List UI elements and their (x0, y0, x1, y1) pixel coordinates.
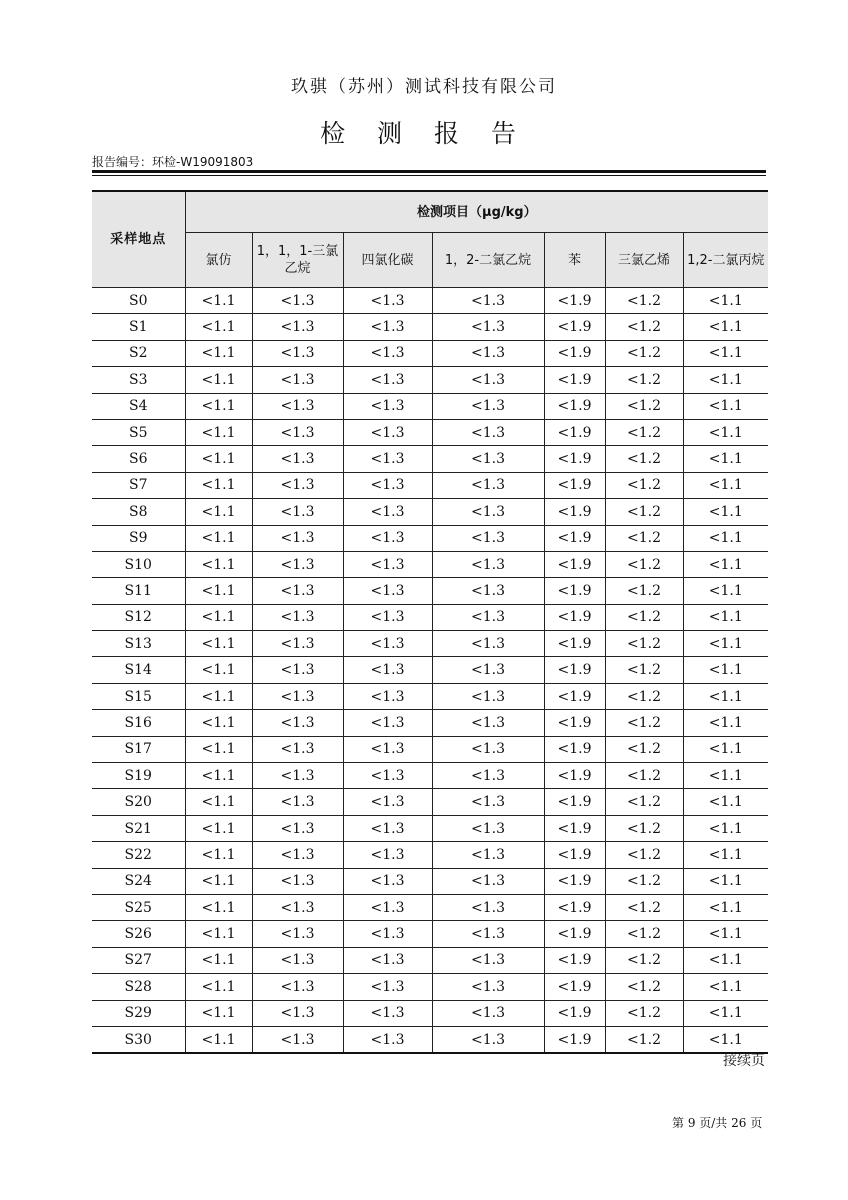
value-cell: <1.3 (343, 947, 432, 973)
value-cell: <1.9 (544, 1026, 605, 1053)
value-cell: <1.2 (605, 842, 683, 868)
value-cell: <1.1 (185, 1000, 252, 1026)
value-cell: <1.1 (683, 525, 768, 551)
site-cell: S28 (92, 974, 185, 1000)
table-row (92, 393, 768, 419)
column-header-benzene: 苯 (544, 233, 605, 288)
value-cell: <1.1 (185, 499, 252, 525)
site-cell: S0 (92, 288, 185, 314)
value-cell: <1.3 (252, 367, 343, 393)
value-cell: <1.2 (605, 551, 683, 577)
value-cell: <1.9 (544, 499, 605, 525)
value-cell: <1.1 (683, 842, 768, 868)
value-cell: <1.3 (432, 393, 544, 419)
site-cell: S21 (92, 815, 185, 841)
table-row (92, 525, 768, 551)
value-cell: <1.3 (432, 472, 544, 498)
value-cell: <1.1 (683, 789, 768, 815)
value-cell: <1.2 (605, 393, 683, 419)
value-cell: <1.3 (252, 525, 343, 551)
column-header-dichloroethane: 1，2-二氯乙烷 (432, 233, 544, 288)
value-cell: <1.3 (343, 763, 432, 789)
value-cell: <1.9 (544, 340, 605, 366)
value-cell: <1.3 (432, 921, 544, 947)
value-cell: <1.3 (432, 551, 544, 577)
table-row (92, 921, 768, 947)
value-cell: <1.3 (432, 314, 544, 340)
value-cell: <1.2 (605, 446, 683, 472)
value-cell: <1.3 (343, 499, 432, 525)
value-cell: <1.3 (432, 789, 544, 815)
value-cell: <1.1 (185, 842, 252, 868)
value-cell: <1.2 (605, 894, 683, 920)
value-cell: <1.1 (185, 578, 252, 604)
value-cell: <1.3 (343, 419, 432, 445)
site-cell: S30 (92, 1026, 185, 1053)
site-cell: S7 (92, 472, 185, 498)
value-cell: <1.2 (605, 340, 683, 366)
value-cell: <1.3 (343, 1026, 432, 1053)
value-cell: <1.9 (544, 868, 605, 894)
value-cell: <1.1 (683, 815, 768, 841)
value-cell: <1.9 (544, 763, 605, 789)
value-cell: <1.3 (343, 710, 432, 736)
value-cell: <1.1 (185, 683, 252, 709)
value-cell: <1.3 (252, 578, 343, 604)
site-cell: S16 (92, 710, 185, 736)
value-cell: <1.3 (252, 815, 343, 841)
value-cell: <1.3 (432, 340, 544, 366)
value-cell: <1.3 (252, 947, 343, 973)
value-cell: <1.3 (343, 578, 432, 604)
value-cell: <1.2 (605, 288, 683, 314)
site-cell: S13 (92, 631, 185, 657)
site-cell: S27 (92, 947, 185, 973)
value-cell: <1.1 (185, 868, 252, 894)
value-cell: <1.3 (343, 288, 432, 314)
value-cell: <1.3 (252, 842, 343, 868)
value-cell: <1.1 (185, 974, 252, 1000)
table-row (92, 736, 768, 762)
table-row (92, 683, 768, 709)
table-row (92, 947, 768, 973)
value-cell: <1.1 (683, 367, 768, 393)
value-cell: <1.2 (605, 947, 683, 973)
value-cell: <1.1 (185, 419, 252, 445)
continued-note: 接续页 (723, 1053, 765, 1069)
table-row (92, 710, 768, 736)
value-cell: <1.1 (185, 815, 252, 841)
value-cell: <1.3 (252, 314, 343, 340)
value-cell: <1.3 (432, 446, 544, 472)
value-cell: <1.3 (343, 1000, 432, 1026)
value-cell: <1.2 (605, 419, 683, 445)
value-cell: <1.3 (252, 472, 343, 498)
value-cell: <1.2 (605, 657, 683, 683)
sampling-site-header: 采样地点 (92, 191, 185, 288)
value-cell: <1.3 (252, 604, 343, 630)
table-row (92, 1026, 768, 1053)
value-cell: <1.1 (683, 657, 768, 683)
value-cell: <1.3 (252, 894, 343, 920)
site-cell: S29 (92, 1000, 185, 1026)
value-cell: <1.1 (683, 446, 768, 472)
site-cell: S12 (92, 604, 185, 630)
value-cell: <1.9 (544, 921, 605, 947)
table-row (92, 868, 768, 894)
report-title: 检 测 报 告 (320, 119, 528, 148)
value-cell: <1.1 (683, 974, 768, 1000)
value-cell: <1.1 (185, 657, 252, 683)
site-cell: S11 (92, 578, 185, 604)
value-cell: <1.3 (252, 736, 343, 762)
table-row (92, 789, 768, 815)
table-row (92, 499, 768, 525)
value-cell: <1.9 (544, 578, 605, 604)
value-cell: <1.9 (544, 367, 605, 393)
value-cell: <1.3 (343, 314, 432, 340)
value-cell: <1.9 (544, 314, 605, 340)
value-cell: <1.3 (432, 419, 544, 445)
value-cell: <1.1 (185, 921, 252, 947)
value-cell: <1.3 (343, 657, 432, 683)
test-items-header: 检测项目（μg/kg） (185, 191, 768, 233)
value-cell: <1.3 (432, 499, 544, 525)
site-cell: S25 (92, 894, 185, 920)
table-header (92, 191, 768, 288)
value-cell: <1.3 (252, 868, 343, 894)
value-cell: <1.1 (185, 525, 252, 551)
value-cell: <1.2 (605, 472, 683, 498)
value-cell: <1.9 (544, 419, 605, 445)
value-cell: <1.1 (185, 393, 252, 419)
value-cell: <1.3 (432, 974, 544, 1000)
value-cell: <1.1 (185, 947, 252, 973)
value-cell: <1.3 (343, 367, 432, 393)
value-cell: <1.1 (185, 288, 252, 314)
company-name: 玖骐（苏州）测试科技有限公司 (291, 77, 557, 97)
value-cell: <1.3 (252, 499, 343, 525)
value-cell: <1.1 (185, 340, 252, 366)
value-cell: <1.3 (343, 446, 432, 472)
site-cell: S6 (92, 446, 185, 472)
column-header-trichloroethane: 1，1，1-三氯乙烷 (252, 233, 343, 288)
site-cell: S20 (92, 789, 185, 815)
value-cell: <1.1 (683, 1000, 768, 1026)
value-cell: <1.1 (683, 710, 768, 736)
value-cell: <1.1 (185, 789, 252, 815)
value-cell: <1.3 (343, 789, 432, 815)
table-row (92, 288, 768, 314)
value-cell: <1.2 (605, 683, 683, 709)
value-cell: <1.3 (252, 340, 343, 366)
value-cell: <1.1 (683, 921, 768, 947)
value-cell: <1.1 (683, 288, 768, 314)
value-cell: <1.1 (185, 763, 252, 789)
value-cell: <1.1 (185, 1026, 252, 1053)
value-cell: <1.1 (185, 551, 252, 577)
site-cell: S5 (92, 419, 185, 445)
site-cell: S2 (92, 340, 185, 366)
value-cell: <1.1 (683, 340, 768, 366)
value-cell: <1.3 (432, 631, 544, 657)
value-cell: <1.2 (605, 815, 683, 841)
value-cell: <1.3 (252, 710, 343, 736)
site-cell: S19 (92, 763, 185, 789)
value-cell: <1.3 (343, 683, 432, 709)
value-cell: <1.1 (683, 947, 768, 973)
value-cell: <1.9 (544, 710, 605, 736)
table-row (92, 763, 768, 789)
table-row (92, 314, 768, 340)
value-cell: <1.3 (343, 393, 432, 419)
value-cell: <1.3 (343, 472, 432, 498)
value-cell: <1.3 (252, 789, 343, 815)
site-cell: S4 (92, 393, 185, 419)
value-cell: <1.1 (185, 736, 252, 762)
value-cell: <1.3 (343, 815, 432, 841)
value-cell: <1.1 (683, 419, 768, 445)
table-row (92, 1000, 768, 1026)
table-row (92, 340, 768, 366)
value-cell: <1.3 (252, 683, 343, 709)
table-row (92, 631, 768, 657)
value-cell: <1.3 (432, 1026, 544, 1053)
value-cell: <1.3 (343, 868, 432, 894)
site-cell: S26 (92, 921, 185, 947)
value-cell: <1.3 (432, 288, 544, 314)
value-cell: <1.3 (343, 921, 432, 947)
value-cell: <1.3 (432, 736, 544, 762)
report-number: 报告编号：环检-W19091803 (92, 155, 254, 169)
value-cell: <1.9 (544, 736, 605, 762)
value-cell: <1.3 (432, 578, 544, 604)
value-cell: <1.9 (544, 894, 605, 920)
value-cell: <1.1 (185, 710, 252, 736)
value-cell: <1.3 (343, 974, 432, 1000)
value-cell: <1.1 (683, 1026, 768, 1053)
value-cell: <1.3 (432, 894, 544, 920)
table-row (92, 419, 768, 445)
table-row (92, 894, 768, 920)
value-cell: <1.3 (432, 710, 544, 736)
value-cell: <1.9 (544, 393, 605, 419)
value-cell: <1.1 (683, 683, 768, 709)
value-cell: <1.1 (683, 631, 768, 657)
value-cell: <1.2 (605, 921, 683, 947)
value-cell: <1.9 (544, 631, 605, 657)
column-header-chloroform: 氯仿 (185, 233, 252, 288)
value-cell: <1.2 (605, 499, 683, 525)
column-header-carbon-tetrachloride: 四氯化碳 (343, 233, 432, 288)
value-cell: <1.3 (252, 974, 343, 1000)
table-row (92, 842, 768, 868)
value-cell: <1.2 (605, 763, 683, 789)
column-header-trichloroethylene: 三氯乙烯 (605, 233, 683, 288)
table-row (92, 551, 768, 577)
value-cell: <1.3 (432, 657, 544, 683)
value-cell: <1.3 (252, 551, 343, 577)
value-cell: <1.3 (252, 631, 343, 657)
value-cell: <1.2 (605, 367, 683, 393)
value-cell: <1.1 (185, 472, 252, 498)
value-cell: <1.3 (252, 1026, 343, 1053)
value-cell: <1.3 (252, 1000, 343, 1026)
value-cell: <1.3 (252, 419, 343, 445)
table-row (92, 815, 768, 841)
value-cell: <1.1 (185, 314, 252, 340)
site-cell: S3 (92, 367, 185, 393)
value-cell: <1.9 (544, 1000, 605, 1026)
value-cell: <1.3 (432, 763, 544, 789)
value-cell: <1.2 (605, 736, 683, 762)
value-cell: <1.3 (432, 1000, 544, 1026)
value-cell: <1.3 (432, 868, 544, 894)
value-cell: <1.9 (544, 446, 605, 472)
value-cell: <1.1 (185, 894, 252, 920)
value-cell: <1.1 (683, 604, 768, 630)
value-cell: <1.3 (432, 815, 544, 841)
value-cell: <1.2 (605, 631, 683, 657)
value-cell: <1.9 (544, 842, 605, 868)
header-rule-thin (92, 175, 766, 176)
value-cell: <1.9 (544, 288, 605, 314)
site-cell: S15 (92, 683, 185, 709)
value-cell: <1.2 (605, 789, 683, 815)
site-cell: S1 (92, 314, 185, 340)
value-cell: <1.9 (544, 604, 605, 630)
value-cell: <1.1 (185, 446, 252, 472)
value-cell: <1.9 (544, 657, 605, 683)
header-rule-thick (92, 170, 766, 173)
value-cell: <1.9 (544, 683, 605, 709)
value-cell: <1.9 (544, 789, 605, 815)
value-cell: <1.3 (432, 683, 544, 709)
site-cell: S8 (92, 499, 185, 525)
value-cell: <1.1 (683, 894, 768, 920)
value-cell: <1.1 (683, 393, 768, 419)
value-cell: <1.2 (605, 710, 683, 736)
value-cell: <1.2 (605, 974, 683, 1000)
site-cell: S10 (92, 551, 185, 577)
table-row (92, 657, 768, 683)
table-row (92, 974, 768, 1000)
table-row (92, 604, 768, 630)
site-cell: S14 (92, 657, 185, 683)
value-cell: <1.1 (683, 551, 768, 577)
value-cell: <1.1 (683, 578, 768, 604)
value-cell: <1.3 (252, 657, 343, 683)
page-number: 第 9 页/共 26 页 (672, 1116, 763, 1130)
value-cell: <1.3 (343, 894, 432, 920)
value-cell: <1.3 (343, 551, 432, 577)
value-cell: <1.3 (432, 525, 544, 551)
value-cell: <1.3 (432, 367, 544, 393)
value-cell: <1.1 (683, 736, 768, 762)
value-cell: <1.3 (343, 340, 432, 366)
table-row (92, 578, 768, 604)
value-cell: <1.3 (343, 525, 432, 551)
value-cell: <1.2 (605, 868, 683, 894)
table-row (92, 472, 768, 498)
value-cell: <1.1 (185, 367, 252, 393)
table-body (92, 288, 768, 1054)
value-cell: <1.3 (252, 288, 343, 314)
value-cell: <1.1 (683, 472, 768, 498)
value-cell: <1.3 (343, 842, 432, 868)
value-cell: <1.1 (683, 314, 768, 340)
value-cell: <1.3 (432, 842, 544, 868)
column-header-dichloropropane: 1,2-二氯丙烷 (683, 233, 768, 288)
value-cell: <1.9 (544, 525, 605, 551)
value-cell: <1.3 (432, 947, 544, 973)
value-cell: <1.2 (605, 578, 683, 604)
site-cell: S9 (92, 525, 185, 551)
value-cell: <1.2 (605, 1026, 683, 1053)
value-cell: <1.2 (605, 314, 683, 340)
site-cell: S17 (92, 736, 185, 762)
value-cell: <1.9 (544, 551, 605, 577)
results-table (92, 190, 768, 1054)
site-cell: S24 (92, 868, 185, 894)
site-cell: S22 (92, 842, 185, 868)
value-cell: <1.1 (683, 499, 768, 525)
value-cell: <1.3 (343, 631, 432, 657)
value-cell: <1.3 (432, 604, 544, 630)
value-cell: <1.2 (605, 604, 683, 630)
value-cell: <1.3 (252, 446, 343, 472)
value-cell: <1.2 (605, 1000, 683, 1026)
value-cell: <1.3 (343, 736, 432, 762)
value-cell: <1.3 (252, 921, 343, 947)
value-cell: <1.1 (683, 868, 768, 894)
table-row (92, 446, 768, 472)
value-cell: <1.3 (252, 393, 343, 419)
value-cell: <1.9 (544, 472, 605, 498)
value-cell: <1.3 (343, 604, 432, 630)
value-cell: <1.9 (544, 974, 605, 1000)
value-cell: <1.9 (544, 815, 605, 841)
value-cell: <1.1 (185, 631, 252, 657)
value-cell: <1.1 (185, 604, 252, 630)
value-cell: <1.3 (252, 763, 343, 789)
value-cell: <1.2 (605, 525, 683, 551)
value-cell: <1.1 (683, 763, 768, 789)
table-row (92, 367, 768, 393)
value-cell: <1.9 (544, 947, 605, 973)
